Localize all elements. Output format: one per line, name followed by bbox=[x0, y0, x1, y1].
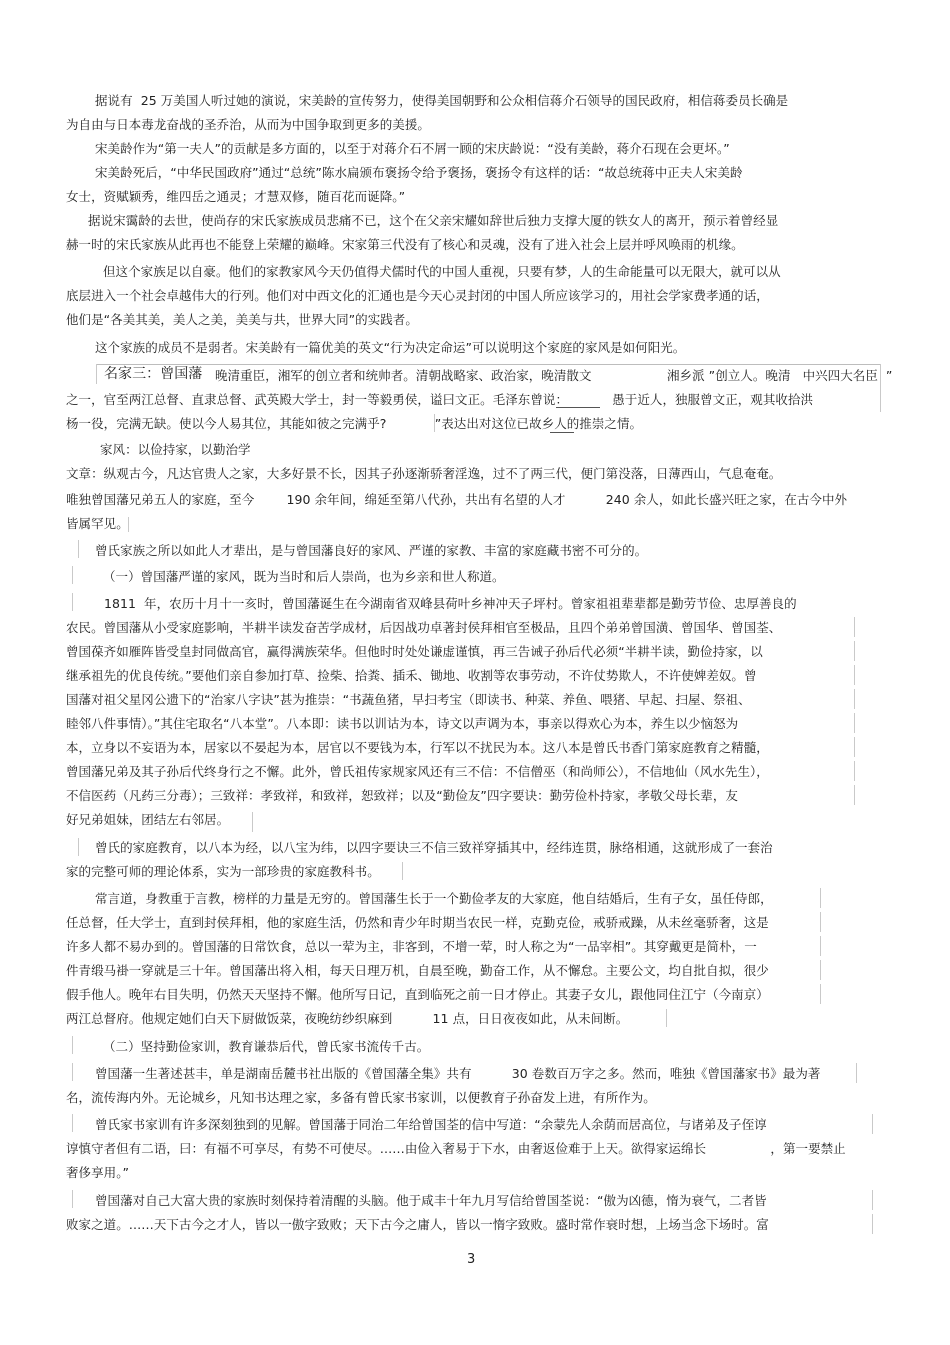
margin-rule bbox=[872, 1114, 873, 1134]
margin-rule bbox=[820, 888, 821, 908]
text-line: 皆属罕见。 bbox=[66, 516, 129, 531]
margin-rule bbox=[78, 540, 79, 558]
text-line: 谆慎守者但有二语，曰：有福不可享尽，有势不可使尽。……由俭入奢易于下水，由奢返俭难于上天。欲得家运绵长 ，第一要禁止 bbox=[66, 1141, 846, 1156]
margin-rule bbox=[402, 862, 403, 880]
margin-rule bbox=[666, 1009, 667, 1027]
margin-rule bbox=[820, 960, 821, 980]
text-line: 曾国藩一生著述甚丰，单是湖南岳麓书社出版的《曾国藩全集》共有 30 卷数百万字之多。然而，唯独《曾国藩家书》最为著 bbox=[95, 1066, 821, 1081]
text-line: 1811 年，农历十月十一亥时，曾国藩诞生在今湖南省双峰县荷叶乡神冲天子坪村。曾家祖祖辈辈都是勤劳节俭、忠厚善良的 bbox=[104, 596, 797, 611]
text-line: 睦邻八件事情）。”其住宅取名“八本堂”。八本即：读书以训诂为本，诗文以声调为本，事亲以得欢心为本，养生以少恼怒为 bbox=[66, 716, 739, 731]
margin-rule bbox=[854, 737, 855, 757]
text-line: 曾国葆齐如雁阵皆受皇封同做高官，赢得满族荣华。但他时时处处谦虚谨慎，再三告诫子孙后代必须“半耕半读，勤俭持家，以 bbox=[66, 644, 763, 659]
margin-rule bbox=[72, 566, 73, 584]
section-heading: 名家三：曾国藩 bbox=[104, 366, 203, 382]
text-line: 曾氏的家庭教育，以八本为经，以八宝为纬，以四字要诀三不信三致祥穿插其中，经纬连贯，脉络相通，这就形成了一套治 bbox=[95, 840, 773, 855]
text-line: 湘乡派 ”创立人。晚清 中兴四大名臣 ” bbox=[667, 368, 893, 383]
text-line: 继承祖先的优良传统。”要他们亲自参加打草、捡柴、拾粪、插禾、锄地、收割等农事劳动，不许仗势欺人，不许使婢差奴。曾 bbox=[66, 668, 757, 683]
margin-rule bbox=[72, 1036, 73, 1054]
text-line: 他们是“各美其美，美人之美，美美与共，世界大同”的实践者。 bbox=[66, 312, 418, 327]
heading-box-right-rule bbox=[880, 364, 881, 412]
text-line: 据说有 25 万美国人听过她的演说，宋美龄的宣传努力，使得美国朝野和公众相信蒋介石领导的国民政府，相信蒋委员长确是 bbox=[95, 93, 789, 108]
text-line: 之一，官至两江总督、直隶总督、武英殿大学士，封一等毅勇侯，谥曰文正。毛泽东曾说： 愚于近人，独服曾文正，观其收拾洪 bbox=[66, 392, 814, 407]
text-line: 不信医药（凡药三分毒）；三致祥：孝致祥，和致祥，恕致祥；以及“勤俭友”四字要诀：勤劳俭朴持家，孝敬父母长辈，友 bbox=[66, 788, 738, 803]
margin-rule bbox=[820, 912, 821, 932]
quote-underline bbox=[550, 432, 574, 433]
text-line: 件青缎马褂一穿就是三十年。曾国藩出将入相，每天日理万机，自晨至晚，勤奋工作，从不懈怠。主要公文，均自批自拟，很少 bbox=[66, 963, 769, 978]
text-line: （一）曾国藩严谨的家风，既为当时和后人崇尚，也为乡亲和世人称道。 bbox=[103, 569, 505, 584]
margin-rule bbox=[854, 665, 855, 685]
text-line: 女士，资赋颖秀，维四岳之通灵；才慧双修，随百花而诞降。” bbox=[66, 189, 406, 204]
page-number: 3 bbox=[467, 1252, 476, 1267]
margin-rule bbox=[72, 593, 73, 611]
text-line: 常言道，身教重于言教，榜样的力量是无穷的。曾国藩生长于一个勤俭孝友的大家庭，他自结婚后，生有子女，虽任侍郎， bbox=[95, 891, 773, 906]
heading-box-top-rule bbox=[96, 364, 881, 365]
text-line: 据说宋霭龄的去世，使尚存的宋氏家族成员悲痛不已，这个在父亲宋耀如辞世后独力支撑大厦的铁女人的离开，预示着曾经显 bbox=[88, 213, 779, 228]
margin-rule bbox=[128, 517, 129, 532]
margin-rule bbox=[854, 641, 855, 661]
text-line: 为自由与日本毒龙奋战的圣乔治，从而为中国争取到更多的美援。 bbox=[66, 117, 430, 132]
margin-rule bbox=[854, 761, 855, 781]
text-line: 这个家族的成员不是弱者。宋美龄有一篇优美的英文“行为决定命运”可以说明这个家庭的家风是如何阳光。 bbox=[95, 340, 686, 355]
text-line: 假手他人。晚年右目失明，仍然天天坚持不懈。他所写日记，直到临死之前一日才停止。其妻子女儿，跟他同住江宁（今南京） bbox=[66, 987, 769, 1002]
text-line: 家的完整可师的理论体系，实为一部珍贵的家庭教科书。 bbox=[66, 864, 380, 879]
heading-box-left-rule bbox=[96, 364, 97, 384]
text-line: 本，立身以不妄语为本，居家以不晏起为本，居官以不要钱为本，行军以不扰民为本。这八本是曾氏书香门第家庭教育之精髓， bbox=[66, 740, 769, 755]
text-line: 两江总督府。他规定她们白天下厨做饭菜，夜晚纺纱织麻到 11 点，日日夜夜如此，从未间断。 bbox=[66, 1011, 629, 1026]
margin-rule bbox=[854, 689, 855, 709]
quote-underline bbox=[556, 407, 600, 408]
text-line: 但这个家族足以自豪。他们的家教家风今天仍值得犬儒时代的中国人重视，只要有梦，人的生命能量可以无限大，就可以从 bbox=[103, 264, 781, 279]
text-line: 宋美龄死后，“中华民国政府”通过“总统”陈水扁颁布褒扬令给予褒扬，褒扬令有这样的话：“故总统蒋中正夫人宋美龄 bbox=[95, 165, 743, 180]
text-line: 家风：以俭持家，以勤治学 bbox=[100, 442, 251, 457]
text-line: 宋美龄作为“第一夫人”的贡献是多方面的，以至于对蒋介石不屑一顾的宋庆龄说：“没有美龄，蒋介石现在会更坏。” bbox=[95, 141, 730, 156]
margin-rule bbox=[78, 838, 79, 856]
margin-rule bbox=[252, 812, 253, 832]
margin-rule bbox=[72, 1190, 73, 1208]
margin-rule bbox=[434, 414, 435, 432]
margin-rule bbox=[72, 1063, 73, 1081]
text-line: 曾国藩兄弟及其子孙后代终身行之不懈。此外，曾氏祖传家规家风还有三不信：不信僧巫（和尚师公），不信地仙（风水先生）， bbox=[66, 764, 769, 779]
text-line: 奢侈享用。” bbox=[66, 1165, 130, 1180]
margin-rule bbox=[872, 1214, 873, 1234]
text-line: 国藩对祖父星冈公遗下的“治家八字诀”甚为推崇：“书蔬鱼猪，早扫考宝（即读书、种菜、养鱼、喂猪、早起、扫屋、祭祖、 bbox=[66, 692, 751, 707]
text-line: （二）坚持勤俭家训，教育谦恭后代，曾氏家书流传千古。 bbox=[103, 1039, 430, 1054]
margin-rule bbox=[854, 713, 855, 733]
margin-rule bbox=[854, 785, 855, 805]
text-line: 曾氏家族之所以如此人才辈出，是与曾国藩良好的家风、严谨的家教、丰富的家庭藏书密不可分的。 bbox=[95, 543, 648, 558]
text-line: 晚清重臣，湘军的创立者和统帅者。清朝战略家、政治家，晚清散文 bbox=[215, 368, 592, 383]
margin-rule bbox=[854, 617, 855, 637]
text-line: 文章：纵观古今，凡达官贵人之家，大多好景不长，因其子孙逐渐骄奢淫逸，过不了两三代，便门第没落，日薄西山，气息奄奄。 bbox=[66, 466, 782, 481]
margin-rule bbox=[820, 984, 821, 1004]
text-line: 唯独曾国藩兄弟五人的家庭，至今 190 余年间，绵延至第八代孙，共出有名望的人才 240 余人，如此长盛兴旺之家，在古今中外 bbox=[66, 492, 848, 507]
margin-rule bbox=[856, 1063, 857, 1083]
margin-rule bbox=[872, 1190, 873, 1210]
text-line: 败家之道。……天下古今之才人，皆以一傲字致败；天下古今之庸人，皆以一惰字致败。盛时常作衰时想，上场当念下场时。富 bbox=[66, 1217, 769, 1232]
text-line: 农民。曾国藩从小受家庭影响，半耕半读发奋苦学成材，后因战功卓著封侯拜相官至极品，且四个弟弟曾国潢、曾国华、曾国荃、 bbox=[66, 620, 782, 635]
text-line: 曾氏家书家训有许多深刻独到的见解。曾国藩于同治二年给曾国荃的信中写道：“余蒙先人余荫而居高位，与诸弟及子侄谆 bbox=[95, 1117, 767, 1132]
text-line: 曾国藩对自己大富大贵的家族时刻保持着清醒的头脑。他于咸丰十年九月写信给曾国荃说：“傲为凶德，惰为衰气，二者皆 bbox=[95, 1193, 767, 1208]
text-line: 好兄弟姐妹，团结左右邻居。 bbox=[66, 812, 230, 827]
text-line: 许多人都不易办到的。曾国藩的日常饮食，总以一荤为主，非客到，不增一荤，时人称之为“一品宰相”。其穿戴更是简朴，一 bbox=[66, 939, 757, 954]
text-line: 名，流传海内外。无论城乡，凡知书达理之家，多备有曾氏家书家训，以便教育子孙奋发上进，有所作为。 bbox=[66, 1090, 656, 1105]
text-line: 赫一时的宋氏家族从此再也不能登上荣耀的巅峰。宋家第三代没有了核心和灵魂，没有了进入社会上层并呼风唤雨的机缘。 bbox=[66, 237, 744, 252]
text-line: 杨一役，完满无缺。使以今人易其位，其能如彼之完满乎? ”表达出对这位已故乡人的推崇之情。 bbox=[66, 416, 643, 431]
margin-rule bbox=[820, 936, 821, 956]
text-line: 任总督，任大学士，直到封侯拜相，他的家庭生活，仍然和青少年时期当农民一样，克勤克俭，戒骄戒躁，从未丝毫骄奢，这是 bbox=[66, 915, 769, 930]
margin-rule bbox=[72, 1114, 73, 1132]
text-line: 底层进入一个社会卓越伟大的行列。他们对中西文化的汇通也是今天心灵封闭的中国人所应该学习的，用社会学家费孝通的话， bbox=[66, 288, 769, 303]
